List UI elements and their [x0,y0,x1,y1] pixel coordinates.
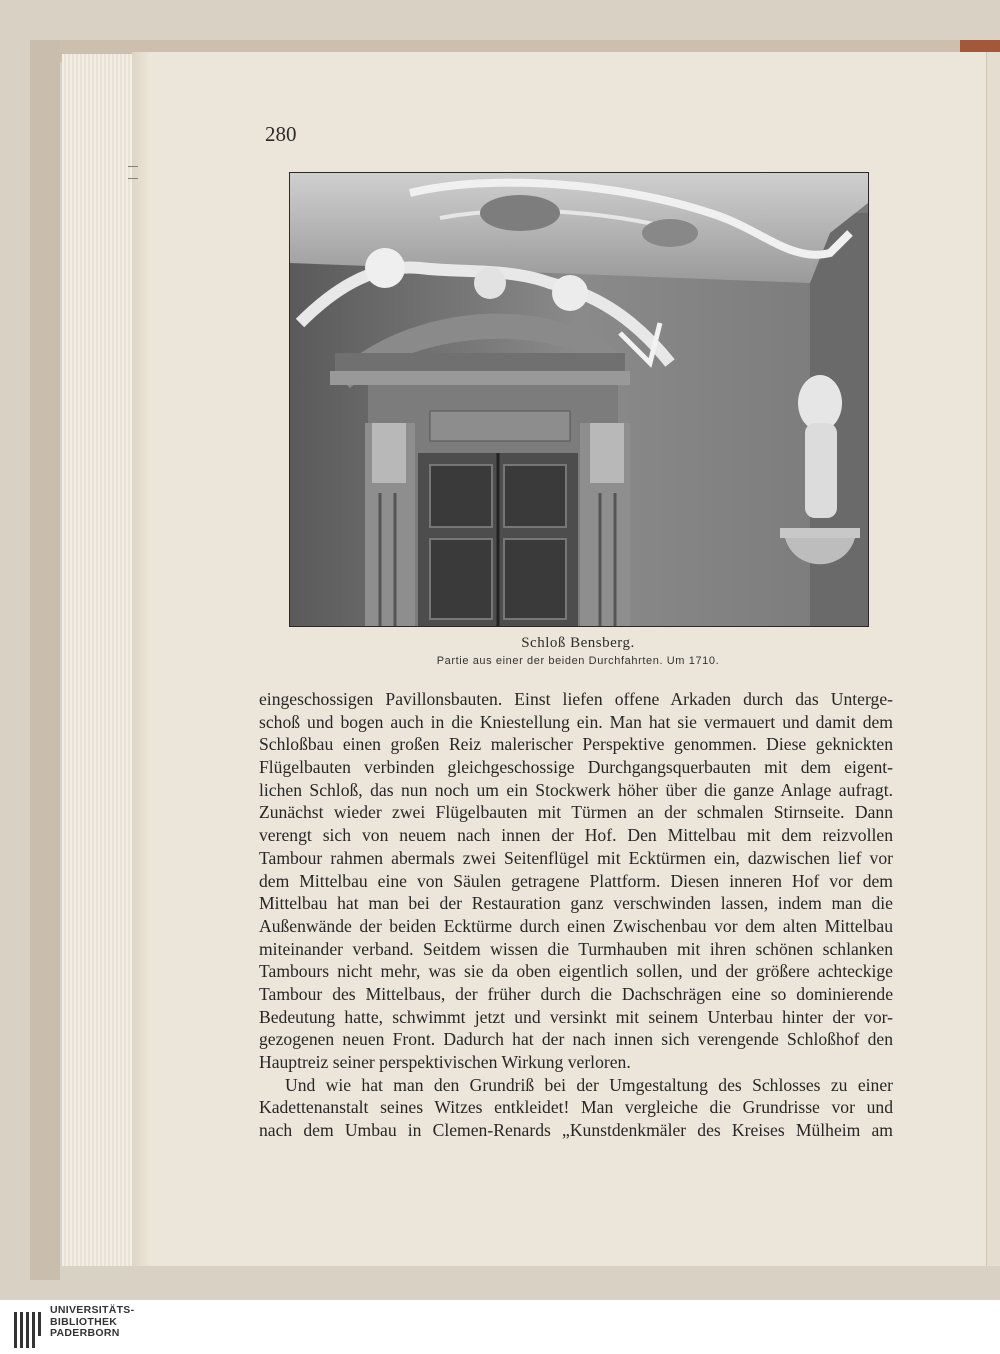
text-line: Flügelbauten verbinden gleichgeschossige Durchgangsquerbauten mit dem eigent- [259,757,893,778]
page-stack-edge [62,54,133,1266]
text-line: Tambour rahmen abermals zwei Seitenflügel mit Ecktürmen ein, dazwischen lief vor [259,847,893,868]
page-number: 280 [265,122,297,146]
text-line: Außenwände der beiden Ecktürme durch einen Zwischenbau vor dem alten Mittelbau [259,915,893,936]
plate-caption-subtitle: Partie aus einer der beiden Durchfahrten. Um 1710. [436,655,720,667]
photo-plate [289,172,869,627]
library-name-line3: PADERBORN [50,1327,120,1339]
library-logo-icon [14,1306,42,1350]
text-line: schoß und bogen auch in die Kniestellung ein. Man hat sie vermauert und damit dem [259,711,893,732]
page-marker-tick [128,166,138,167]
text-line: verengt sich von neuem nach innen der Hof. Den Mittelbau mit dem reizvollen [259,825,893,846]
text-line: Tambours nicht mehr, was sie da oben eigentlich sollen, und der größere achteckige [259,961,893,982]
library-footer [0,1300,1000,1354]
text-line: Zunächst wieder zwei Flügelbauten mit Türmen an der schmalen Stirnseite. Dann [259,802,893,823]
page-marker-tick [128,178,138,179]
text-line: Tambour des Mittelbaus, der früher durch die Dachschrägen eine so dominierende [259,983,893,1004]
text-line: lichen Schloß, das nun noch um ein Stockwerk höher über die ganze Anlage aufragt. [259,779,893,800]
text-line: Bedeutung hatte, schwimmt jetzt und versinkt mit seinem Unterbau hinter der vor- [259,1006,893,1027]
library-name-line2: BIBLIOTHEK [50,1315,118,1328]
body-text [259,688,893,1142]
text-line: Hauptreiz seiner perspektivischen Wirkung verloren. [259,1052,631,1072]
text-line: eingeschossigen Pavillonsbauten. Einst liefen offene Arkaden durch das Unterge- [259,689,893,709]
text-line: Mittelbau hat man bei der Restauration ganz verschwinden lassen, indem man die [259,893,893,914]
book-cover-left-edge [30,40,60,1280]
text-line: Kadettenanstalt seines Witzes entkleidet! Man vergleiche die Grundrisse vor und [259,1097,893,1118]
text-line: dem Mittelbau eine von Säulen getragene Plattform. Diesen inneren Hof vor dem [259,870,893,891]
text-line: nach dem Umbau in Clemen-Renards „Kunstdenkmäler des Kreises Mülheim am [259,1120,893,1141]
page-gutter-shadow [132,52,150,1266]
library-name-line1: UNIVERSITÄTS- [50,1304,135,1316]
text-line: gezogenen neuen Front. Dadurch hat der nach innen sich verengende Schloßhof den [259,1029,893,1050]
text-line: Und wie hat man den Grundriß bei der Umgestaltung des Schlosses zu einer [285,1074,893,1095]
text-line: miteinander verband. Seitdem wissen die Turmhauben mit ihren schönen schlanken [259,938,893,959]
plate-caption-title: Schloß Bensberg. [521,635,635,651]
doorway-photograph [290,173,868,626]
text-line: Schloßbau einen großen Reiz malerischer Perspektive genommen. Diese geknickten [259,734,893,755]
library-name [50,1305,134,1340]
next-page-edge [986,52,1000,1266]
